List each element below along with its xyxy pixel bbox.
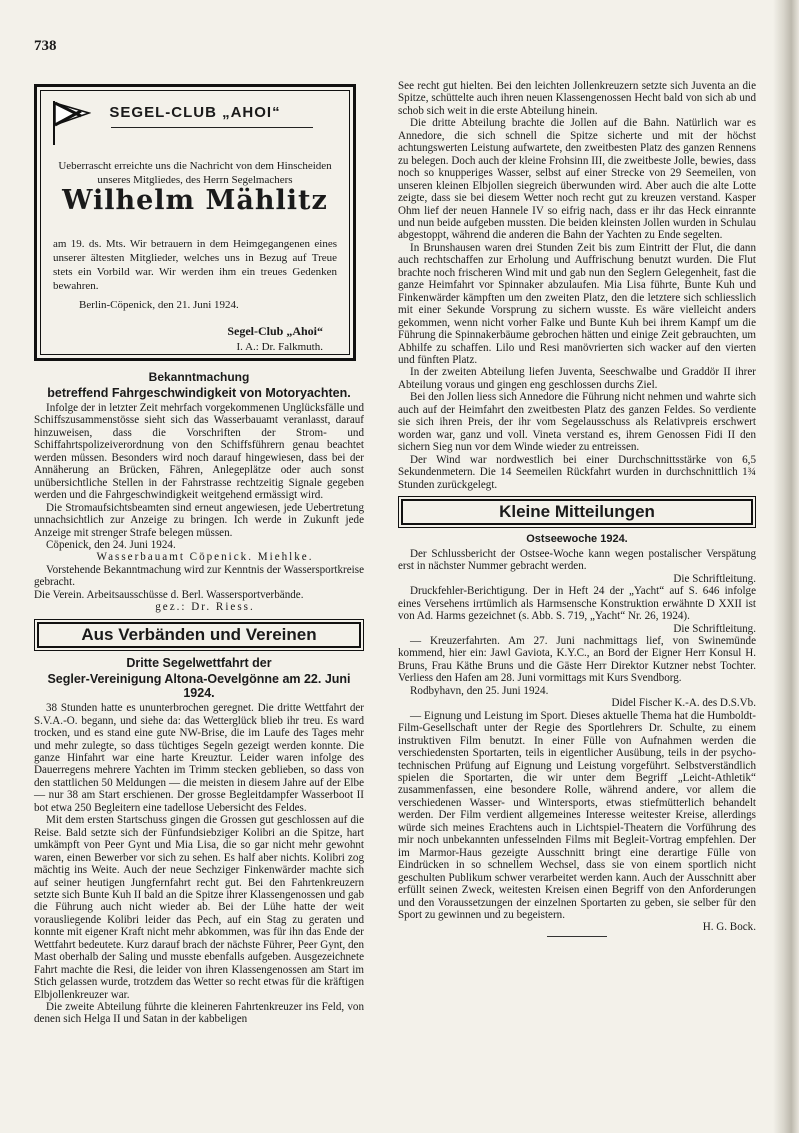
eignung-sign: H. G. Bock. bbox=[702, 921, 756, 934]
druckfehler-sign: Die Schriftleitung. bbox=[673, 622, 756, 635]
obituary-place-date: Berlin-Cöpenick, den 21. Juni 1924. bbox=[79, 299, 239, 311]
kreuzer-sign: Didel Fischer K.-A. des D.S.Vb. bbox=[611, 697, 756, 710]
right-column bbox=[398, 80, 756, 941]
article-paragraph: Mit dem ersten Startschuss gingen die Grossen gut geschlossen auf die Reise. Bald setzte sich der Fünfundsiebziger Kolibri an die Spitze, hart umkämpft von Peer Gynt und Mia Lisa, die so gar nicht mehr gewohnt waren, einen Bewerber vor sich zu sehen. Es half aber nichts. Kolibri zog mächtig ins Weite. Auch der neue Sechziger Finkenwärder machte sich auf seiner heutigen Jungfernfahrt recht gut. Bei den Fahrtenkreuzern setzte sich Bunte Kuh II bald an die Spitze ihrer Klassengenossen und gab die Führung auch nicht wieder ab. Bei der Lühe hatte der weit vorausliegende Kolibri leider das Pech, auf ein Stag zu geraten und konnte mit eigener Kraft nicht mehr abkommen, was für ihn das Ende der Wettfahrt bedeutete. Kurz darauf brach der nächste Führer, Peer Gynt, den Mast oberhalb der Saling und musste ebenfalls aufgeben. Ausgezeichnete Fahrt machte die Resi, die leider von ihren Klassengenossen am Start im Stich gelassen wurde, trotzdem das Wetter so recht etwas für die kräftigen Elbjollenkreuzer war. bbox=[34, 814, 364, 1001]
section-heading-mitteilungen: Kleine Mitteilungen bbox=[401, 499, 753, 525]
ostsee-text: Der Schlussbericht der Ostsee-Woche kann wegen postalischer Verspätung erst in nächster Nummer gebracht werden. bbox=[398, 547, 756, 573]
ostsee-sign: Die Schriftleitung. bbox=[673, 572, 756, 585]
druckfehler-text: Druckfehler-Berichtigung. Der in Heft 24 der „Yacht“ auf S. 646 infolge eines Versehens irrtümlich als Harmsensche Konstruktion erwähnte D XXII ist von Ad. Harms gezeichnet (s. Abb. S. 719, „Yacht“ Nr. 26, 1924). bbox=[398, 585, 756, 623]
obituary-signature: Segel-Club „Ahoi“ bbox=[227, 324, 323, 338]
deceased-name: Wilhelm Mählitz bbox=[62, 185, 328, 216]
obituary-intro: Ueberrascht erreichte uns die Nachricht von dem Hinscheiden unseres Mitgliedes, des Herrn Segelmachers bbox=[58, 160, 332, 186]
article-paragraph: 38 Stunden hatte es ununterbrochen geregnet. Die dritte Wettfahrt der S.V.A.-O. begann, und siehe da: das Wetterglück blieb ihr treu. Es ward trocken, und es stand eine gute NW-Brise, die im Laufe des Tages mehr und mehr zulegte, so dass tüchtiges Segeln gezeigt werden konnte. Die ganze Hinfahrt war eine harte Kreuztur. Leider waren infolge des Dauerregens mehrere Yachten im Trimm stecken geblieben, so dass von den stattlichen 50 Meldungen — die meisten in diesem Jahre auf der Elbe — nur 38 am Start erschienen. Der grosse Begleitdampfer Wasserboot II bot etwa 250 Begleitern eine tadellose Uebersicht des Feldes. bbox=[34, 702, 364, 814]
article-subtitle: Segler-Vereinigung Altona-Oevelgönne am 22. Juni 1924. bbox=[47, 672, 351, 701]
article-continuation: See recht gut hielten. Bei den leichten Jollenkreuzern setzte sich Juventa an die Spitze, schüttelte auch ihren neuen Klassengenossen Hecht bald von sich ab und schob sich weit in die erste Abteilung hinein. bbox=[398, 80, 756, 117]
article-paragraph: In der zweiten Abteilung liefen Juventa, Seeschwalbe und Graddör II ihrer Abteilung voraus und gingen eng geschlossen durchs Ziel. bbox=[398, 366, 756, 391]
section-heading-verbaende: Aus Verbänden und Vereinen bbox=[37, 622, 361, 648]
eignung-text: — Eignung und Leistung im Sport. Dieses aktuelle Thema hat die Humboldt-Film-Gesellschaft unter der Regie des Sportlehrers Dr. Schulte, zu einem instruktiven Film benutzt. In einer Fülle von Aufnahmen werden die verschiedensten Sportarten, teils in eigentlicher Ausübung, teils in der psycho-technischen Prüfung auf Eignung und Leistung vorgeführt. Selbstverständlich spielen die Sportarten, die wir unter dem Begriff „Leicht-Athletik“ zusammenfassen, eine besondere Rolle, während andere, vor allem die verschiedenen Wasser- und Wintersports, etwas stiefmütterlich behandelt werden. Der Film verdient allgemeines Interesse weitester Kreise, allerdings würde sich meines Erachtens auch in Lichtspiel-Theatern die Vorführung des mir noch unbekannten unfesselnden Films mit Begleit-Vortrag empfehlen. Der im Marmor-Haus gezeigte Ausschnitt bringt eine derartige Fülle von Eindrücken in so schnellem Wechsel, dass sie von einem sportlich nicht geschulten Publikum schwer verarbeitet werden kann. Auch der Ausschnitt aber erfüllt seinen Zweck, weitesten Kreisen einen Begriff von den Anforderungen und den Voraussetzungen der einzelnen Sportarten zu geben, sie selber für den Sport zu gewinnen und zu begeistern. bbox=[398, 709, 756, 921]
ostsee-title: Ostseewoche 1924. bbox=[526, 533, 628, 546]
announcement-paragraph: Infolge der in letzter Zeit mehrfach vorgekommenen Unglücksfälle und Schiffszusammenstösse sieht sich das Wasserbauamt veranlasst, darauf hinzuweisen, dass die Vorschriften der Strom- und Schiffahrtspolizeiverordnung von den Schiffsführern genau beachtet werden müssen. Besonders wird noch darauf hingewiesen, dass bei der Annäherung an Brücken, Fähren, Anlegeplätze oder auch sonst unübersichtliche Stellen in der Fahrstrasse rechtzeitig Signale gegeben werden und die Fahrgeschwindigkeit weitgehend ermässigt wird. bbox=[34, 402, 364, 502]
announcement-note2: Die Verein. Arbeitsausschüsse d. Berl. Wassersportverbände. bbox=[34, 588, 304, 601]
announcement-title: Bekanntmachung bbox=[148, 370, 250, 384]
article-paragraph: Die zweite Abteilung führte die kleineren Fahrtenkreuzer ins Feld, von denen sich Helga II und Satan in der kabbeligen bbox=[34, 1001, 364, 1026]
obituary-signature-sub: I. A.: Dr. Falkmuth. bbox=[236, 341, 323, 353]
title-rule bbox=[111, 127, 313, 128]
club-pennant-icon bbox=[51, 99, 91, 145]
article-paragraph: Die dritte Abteilung brachte die Jollen auf die Bahn. Natürlich war es Annedore, die sich schnell die Spitze sicherte und mit der höchst achtungswerten Leistung aufwartete, den zweitbesten Platz des ganzen Rennens zu belegen. Doch auch der kleine Frohsinn III, die zweitbeste Jolle, bewies, dass noch so knupperiges Wasser, selbst auf einer Strecke von 29 Seemeilen, von unseren kleinen Elbjollen siegreich überwunden wird. Aber auch die alte Lotte zeigte, dass sie bei diesem Wetter noch recht gut zu kreuzen verstand. Kasper Ohm lief der neuen Hannele IV so eifrig nach, dass er ihr das Heck einrannte und nun beide aufgeben mussten. Die beiden kleinsten Jollen wurden in Schulau abgestoppt, während die anderen die Bahn der Yachten zu Ende segelten. bbox=[398, 117, 756, 242]
article-paragraph: In Brunshausen waren drei Stunden Zeit bis zum Eintritt der Flut, die dann auch rechtschaffen zur Erholung und Auffrischung benutzt wurden. Die Flut brachte noch frischeren Wind mit und gab nun den Seglern Gelegenheit, fast die ganze Heimfahrt vor Spinnaker abzulaufen. Mia Lisa führte, Bunte Kuh und Finkenwärder kämpften um den zweiten Platz, den die letztere sich schliesslich mit einer Sekunde Vorsprung zu sichern wusste. Es wäre vielleicht anders gekommen, wenn nicht vorher Falke und Bunte Kuh bei ihrem Kampf um die Führung die Spinnakerbäume gebrochen hätten und einige Zeit gebrauchten, um Abhilfe zu schaffen. Lilo und Resi manövrierten sich wacker auf den vierten und fünften Platz. bbox=[398, 241, 756, 366]
article-paragraph: Bei den Jollen liess sich Annedore die Führung nicht nehmen und wahrte sich auch auf der Heimfahrt den zweitbesten Platz des ganzen Feldes. So verdiente sie sich ihren Preis, der ihr vom Segelausschuss als Relativpreis erschwert worden war, ganz und voll. Vineta verstand es, ihrem Genossen Fidi II den sichern Sieg nun vor dem Winde wieder zu entreissen. bbox=[398, 391, 756, 454]
article-paragraph: Der Wind war nordwestlich bei einer Durchschnittsstärke von 6,5 Sekundenmetern. Die 14 Seemeilen Rückfahrt wurden in durchschnittlich 1¾ Stunden zurückgelegt. bbox=[398, 453, 756, 491]
page-number: 738 bbox=[34, 38, 57, 54]
obituary-body: am 19. ds. Mts. Wir betrauern in dem Heimgegangenen eines unserer ältesten Mitglieder, welches uns in Bezug auf Treue stets ein Vorbild war. Wir werden ihm ein treues Gedenken bewahren. bbox=[53, 238, 337, 292]
announcement-subtitle: betreffend Fahrgeschwindigkeit von Motoryachten. bbox=[47, 386, 351, 400]
obituary-box bbox=[34, 84, 356, 361]
announcement-signed: gez.: Dr. Riess. bbox=[155, 601, 255, 614]
kreuzer-text: — Kreuzerfahrten. Am 27. Juni nachmittags lief, von Swinemünde kommend, hier ein: Jawl Gaviota, K.Y.C., an Bord der Eigner Herr Konsul H. Bruns, Frau Käthe Bruns und die Gäste Herr Direktor Kutzner nebst Tochter. Verliess den Hafen am 28. Juni vormittags mit Kurs Svendborg. bbox=[398, 635, 756, 685]
article-title: Dritte Segelwettfahrt der bbox=[126, 656, 272, 671]
end-rule bbox=[547, 936, 607, 937]
club-title: SEGEL-CLUB „AHOI“ bbox=[109, 104, 281, 121]
kreuzer-date: Rodbyhavn, den 25. Juni 1924. bbox=[410, 684, 549, 697]
announcement-paragraph: Die Stromaufsichtsbeamten sind erneut angewiesen, jede Uebertretung unnachsichtlich zur Anzeige zu bringen. Ich werde in Zukunft jede Anzeige mit strenger Strafe belegen müssen. bbox=[34, 501, 364, 539]
page-binding-edge bbox=[773, 0, 799, 1133]
left-column bbox=[34, 84, 364, 1026]
announcement-date: Cöpenick, den 24. Juni 1924. bbox=[46, 538, 176, 551]
announcement-note: Vorstehende Bekanntmachung wird zur Kenntnis der Wassersportkreise gebracht. bbox=[34, 563, 364, 589]
announcement-authority: Wasserbauamt Cöpenick. Miehlke. bbox=[96, 551, 314, 564]
